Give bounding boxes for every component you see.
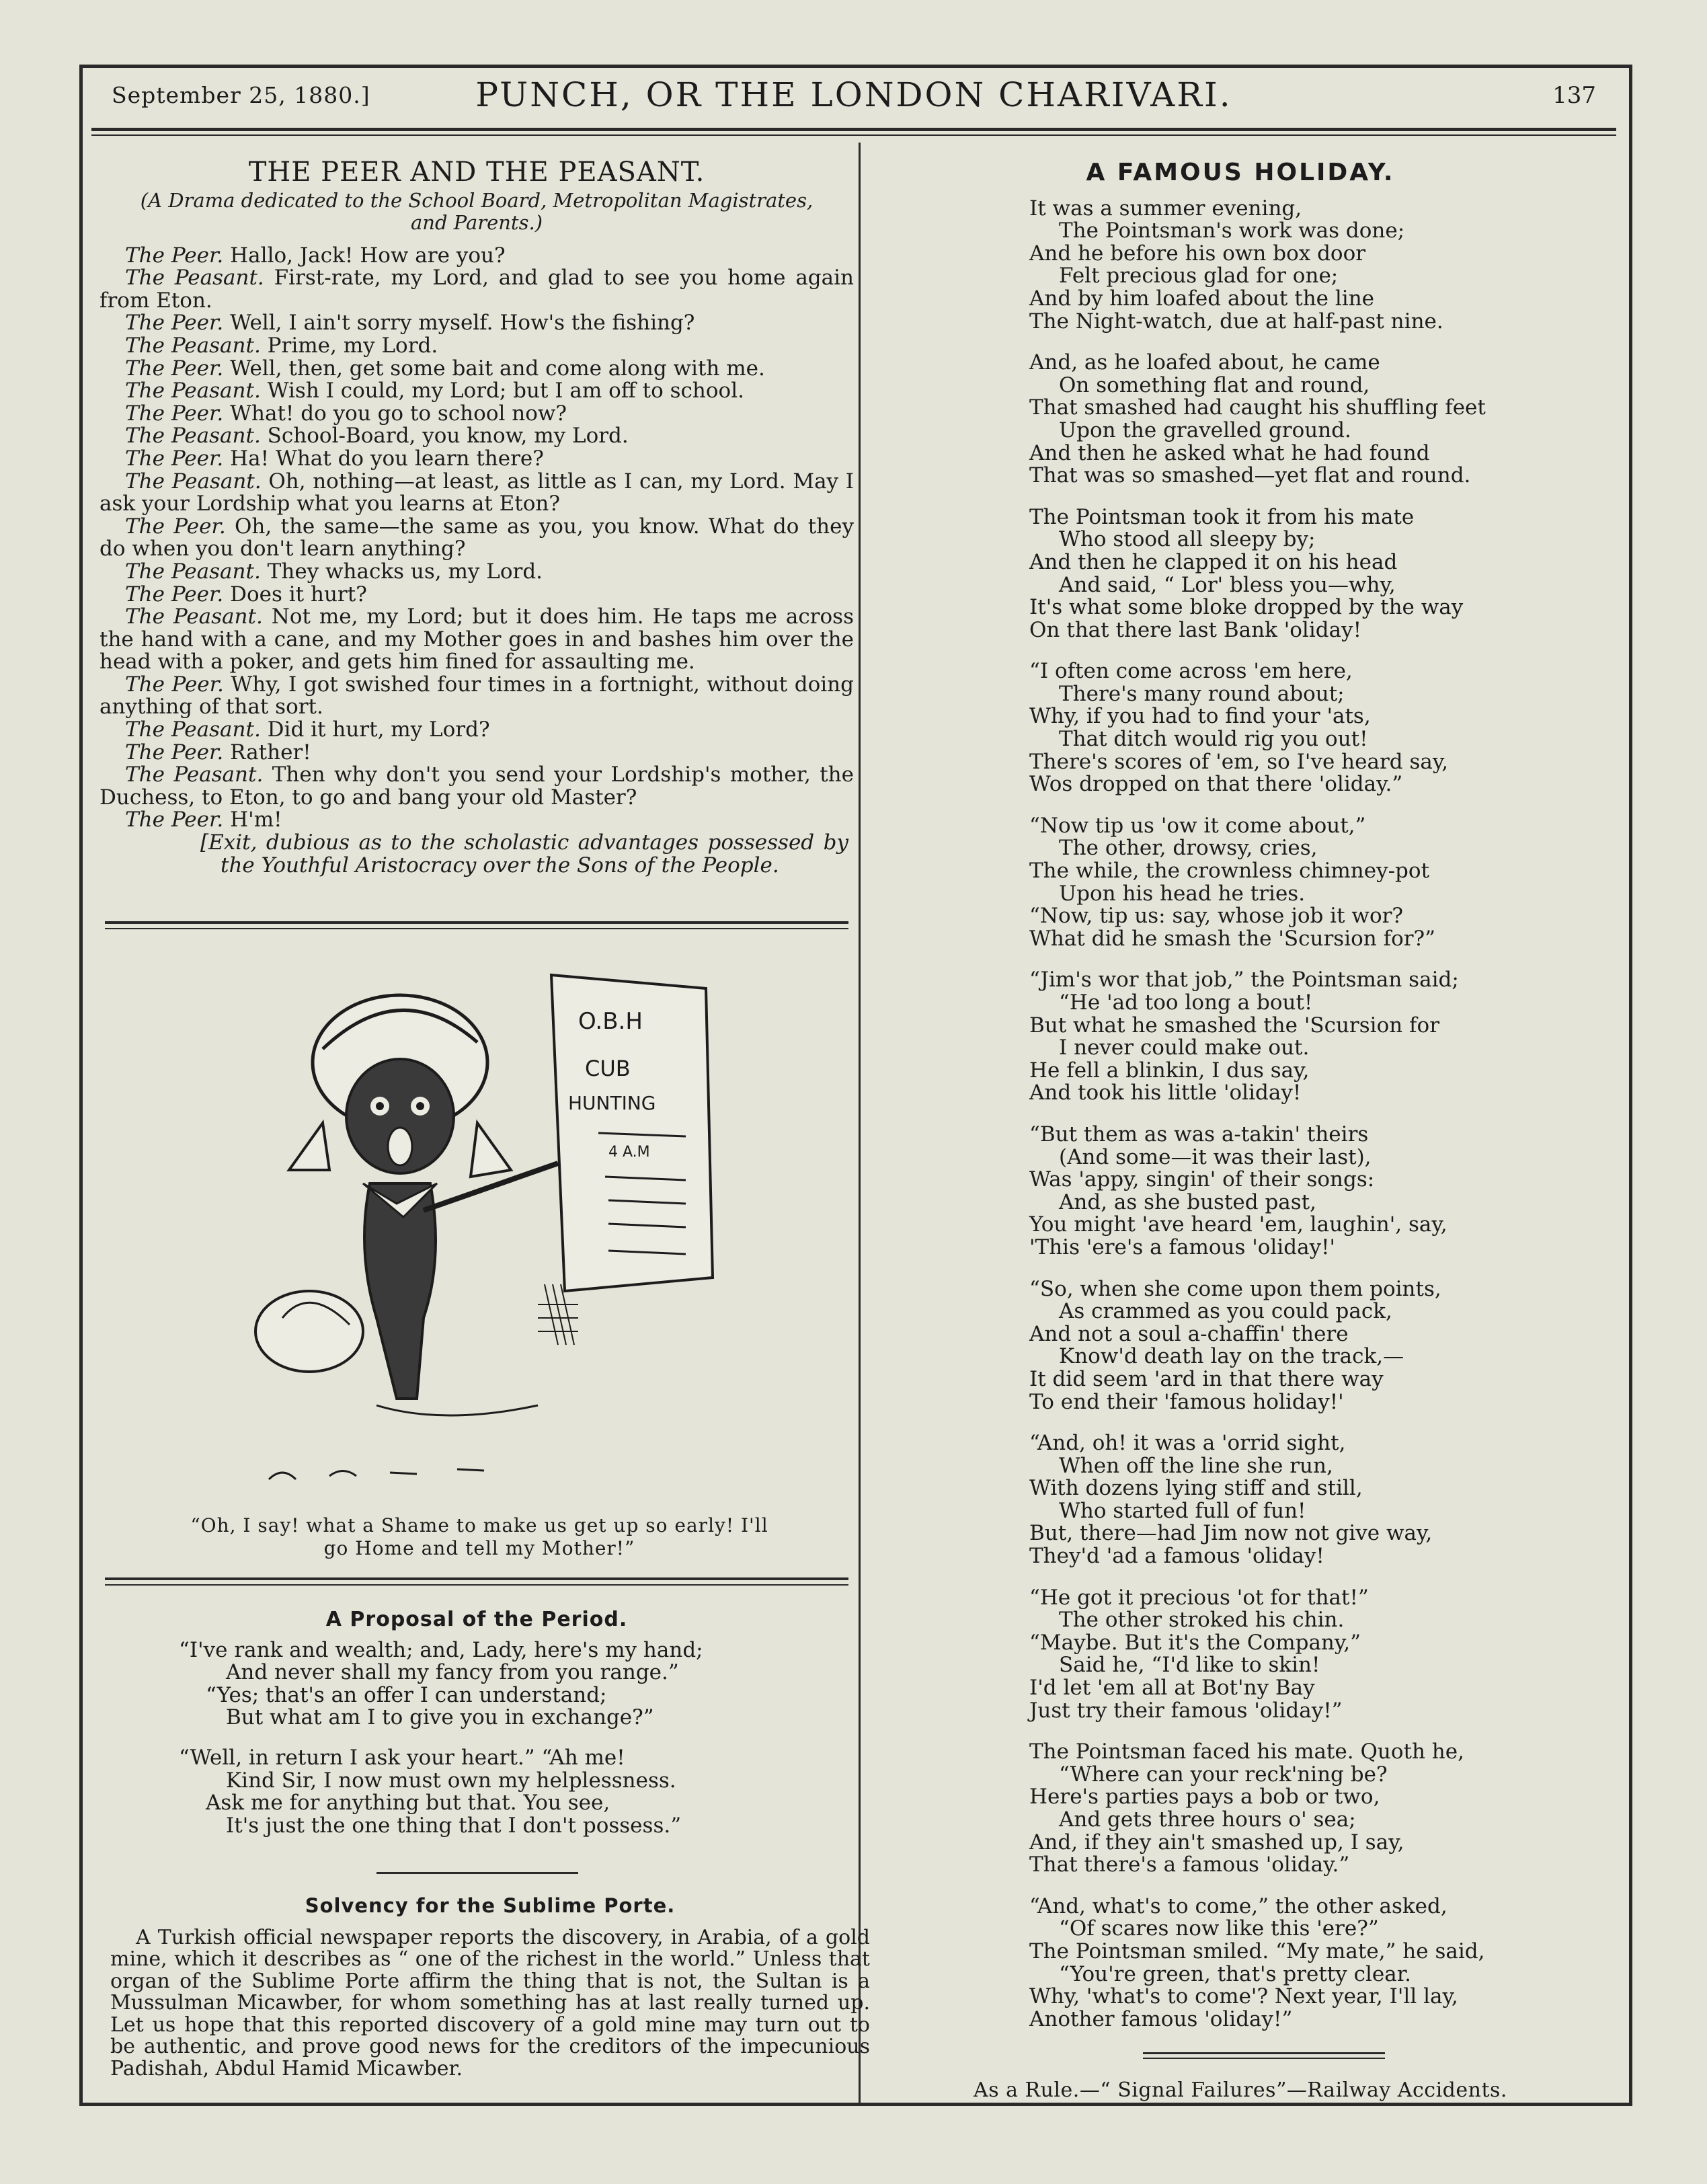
poem-line: “Maybe. But it's the Company,” — [1029, 1630, 1361, 1655]
poem-line: Why, 'what's to come'? Next year, I'll lay, — [1029, 1984, 1458, 2009]
poem-line: He fell a blinkin, I dus say, — [1029, 1058, 1310, 1083]
poem-line: Know'd death lay on the track,— — [1059, 1344, 1404, 1369]
poem-line: It's what some bloke dropped by the way — [1029, 595, 1464, 620]
dialogue-line — [100, 267, 854, 312]
dialogue-line — [100, 245, 854, 268]
famous-holiday-title: A FAMOUS HOLIDAY. — [1086, 159, 1395, 186]
poem-line: With dozens lying stiff and still, — [1029, 1476, 1363, 1501]
poem-line: But, there—had Jim now not give way, — [1029, 1521, 1433, 1546]
cartoon-caption-line1: “Oh, I say! what a Shame to make us get up so early! I'll — [190, 1514, 768, 1536]
dialogue-speaker: The Peasant. — [125, 379, 261, 403]
solvency-title: Solvency for the Sublime Porte. — [305, 1894, 676, 1917]
poem-line: “He 'ad too long a bout! — [1059, 990, 1313, 1015]
sign-text-hunting: HUNTING — [568, 1092, 656, 1114]
proposal-article — [100, 1608, 854, 1837]
holiday-stanza — [1029, 506, 1610, 642]
column-divider — [859, 143, 861, 2106]
dialogue-speaker: The Peer. — [125, 243, 224, 268]
dialogue-text: What! do you go to school now? — [230, 401, 567, 426]
poem-line: They'd 'ad a famous 'oliday! — [1029, 1544, 1324, 1569]
holiday-stanza — [1029, 1432, 1610, 1568]
proposal-title: A Proposal of the Period. — [325, 1608, 628, 1631]
proposal-stanza-2 — [100, 1747, 854, 1837]
poem-line: Ask me for anything but that. You see, — [206, 1791, 610, 1816]
poem-line: Felt precious glad for one; — [1059, 264, 1339, 288]
cub-hunting-cartoon — [242, 968, 726, 1499]
dialogue-line — [100, 674, 854, 719]
page-header — [87, 73, 1620, 124]
dialogue-text: Well, I ain't sorry myself. How's the fishing? — [230, 311, 695, 336]
dialogue-line — [100, 719, 854, 742]
poem-line: There's scores of 'em, so I've heard say, — [1029, 749, 1449, 774]
poem-line: (And some—it was their last), — [1059, 1144, 1372, 1169]
holiday-stanza — [1029, 1896, 1610, 2031]
holiday-stanza — [1029, 1124, 1610, 1259]
dialogue-text: School-Board, you know, my Lord. — [267, 424, 629, 448]
poem-line: That was so smashed—yet flat and round. — [1029, 463, 1471, 488]
poem-line: To end their 'famous holiday!' — [1029, 1389, 1344, 1414]
dialogue-speaker: The Peasant. — [125, 333, 261, 358]
poem-line: Another famous 'oliday!” — [1029, 2006, 1293, 2031]
cartoon-caption — [100, 1514, 859, 1560]
sign-text-obh: O.B.H — [578, 1008, 643, 1035]
poem-line: And gets three hours o' sea; — [1059, 1807, 1356, 1832]
poem-line: “And, what's to come,” the other asked, — [1029, 1894, 1447, 1918]
poem-line: But what he smashed the 'Scursion for — [1029, 1013, 1440, 1038]
poem-line: Just try their famous 'oliday!” — [1029, 1698, 1343, 1723]
dialogue-line — [100, 606, 854, 674]
dialogue-text: Ha! What do you learn there? — [230, 446, 544, 471]
poem-line: “I've rank and wealth; and, Lady, here's my hand; — [179, 1637, 703, 1662]
cartoon-caption-line2: go Home and tell my Mother!” — [323, 1537, 635, 1559]
dialogue-line — [100, 425, 854, 448]
proposal-stanza-1 — [100, 1639, 854, 1729]
drama-rule-thin — [105, 928, 848, 929]
dialogue-line — [100, 764, 854, 809]
poem-line: “But them as was a-takin' theirs — [1029, 1122, 1369, 1146]
dialogue-line — [100, 584, 854, 607]
poem-line: Upon his head he tries. — [1059, 881, 1306, 906]
poem-line: Here's parties pays a bob or two, — [1029, 1785, 1380, 1809]
dialogue-line — [100, 448, 854, 471]
drama-rule — [105, 921, 848, 924]
dialogue-text: H'm! — [230, 808, 282, 832]
dialogue-speaker: The Peasant. — [125, 469, 262, 494]
header-rule-thin — [91, 134, 1616, 136]
poem-line: And, as she busted past, — [1059, 1190, 1316, 1214]
holiday-stanza — [1029, 660, 1610, 796]
poem-line: I never could make out. — [1059, 1036, 1310, 1060]
poem-line: The other stroked his chin. — [1059, 1608, 1345, 1633]
poem-line: Said he, “I'd like to skin! — [1059, 1653, 1320, 1678]
dialogue-text: Does it hurt? — [230, 582, 367, 607]
poem-line: The Pointsman faced his mate. Quoth he, — [1029, 1740, 1464, 1764]
dialogue-line — [100, 403, 854, 426]
dialogue-speaker: The Peer. — [125, 672, 224, 697]
holiday-stanza — [1029, 198, 1610, 334]
dialogue-speaker: The Peer. — [125, 356, 224, 381]
dialogue-text: Wish I could, my Lord; but I am off to school. — [267, 379, 744, 403]
poem-line: 'This 'ere's a famous 'oliday!' — [1029, 1235, 1336, 1259]
poem-line: “I often come across 'em here, — [1029, 659, 1353, 684]
poem-line: “He got it precious 'ot for that!” — [1029, 1585, 1369, 1610]
poem-line: There's many round about; — [1059, 681, 1345, 706]
poem-line: “You're green, that's pretty clear. — [1059, 1961, 1411, 1986]
header-page-number: 137 — [1552, 82, 1596, 109]
holiday-stanza — [1029, 352, 1610, 488]
dialogue-line — [100, 358, 854, 381]
poem-line: The Pointsman's work was done; — [1059, 219, 1405, 243]
poem-line: And he before his own box door — [1029, 241, 1366, 266]
dialogue-text: Oh, nothing—at least, as little as I can, my Lord. May I ask your Lordship what you learns at Eton? — [100, 469, 854, 516]
dialogue-text: Why, I got swished four times in a fortnight, without doing anything of that sort. — [100, 672, 854, 719]
poem-line: The Pointsman smiled. “My mate,” he said, — [1029, 1939, 1485, 1963]
dialogue-text: Prime, my Lord. — [267, 333, 438, 358]
poem-line: “Well, in return I ask your heart.” “Ah me! — [179, 1745, 625, 1770]
poem-line: When off the line she run, — [1059, 1453, 1333, 1478]
poem-line: The while, the crownless chimney-pot — [1029, 859, 1430, 884]
poem-line: But what am I to give you in exchange?” — [226, 1705, 654, 1730]
holiday-stanza — [1029, 1741, 1610, 1877]
poem-line: That ditch would rig you out! — [1059, 727, 1368, 752]
dialogue-speaker: The Peasant. — [125, 717, 261, 742]
header-rule — [91, 128, 1616, 131]
sign-text-cub: CUB — [585, 1056, 631, 1081]
header-title: PUNCH, OR THE LONDON CHARIVARI. — [475, 75, 1232, 114]
dialogue-line — [100, 516, 854, 561]
dialogue-speaker: The Peer. — [125, 446, 224, 471]
poem-line: And by him loafed about the line — [1029, 286, 1374, 311]
famous-holiday-article — [871, 161, 1610, 2050]
holiday-stanza — [1029, 969, 1610, 1105]
poem-line: Kind Sir, I now must own my helplessness. — [226, 1768, 676, 1793]
poem-line: And then he clapped it on his head — [1029, 549, 1398, 574]
poem-line: And took his little 'oliday! — [1029, 1081, 1302, 1105]
dialogue-speaker: The Peer. — [125, 401, 224, 426]
dialogue — [100, 245, 854, 832]
rule-note — [871, 2079, 1610, 2102]
solvency-body: A Turkish official newspaper reports the discovery, in Arabia, of a gold mine, which it describes as “ one of the richest in the world.” Unless that organ of the Sublime Porte affirm the thing that is not, the Sultan is a Mussulman Micawber, for whom something has at last really turned up. Let us hope that this reported discovery of a gold mine may turn out to be authentic, and prove good news for the creditors of the impecunious Padishah, Abdul Hamid Micawber. — [110, 1925, 870, 2080]
dialogue-speaker: The Peer. — [125, 582, 224, 607]
poem-line: Who started full of fun! — [1059, 1498, 1306, 1523]
holiday-stanza — [1029, 1278, 1610, 1414]
dialogue-speaker: The Peer. — [125, 514, 226, 539]
holiday-stanza — [1029, 1587, 1610, 1723]
dialogue-speaker: The Peasant. — [125, 424, 261, 448]
dialogue-text: Well, then, get some bait and come along with me. — [230, 356, 765, 381]
poem-line: Was 'appy, singin' of their songs: — [1029, 1167, 1375, 1192]
dialogue-text: Then why don't you send your Lordship's mother, the Duchess, to Eton, to go and bang your old Master? — [100, 763, 854, 810]
poem-line: Upon the gravelled ground. — [1059, 418, 1351, 442]
header-date: September 25, 1880.] — [112, 82, 370, 108]
holiday-rule-thin — [1143, 2058, 1385, 2059]
poem-line: It was a summer evening, — [1029, 196, 1302, 221]
dialogue-line — [100, 312, 854, 335]
dialogue-speaker: The Peer. — [125, 311, 224, 336]
dialogue-speaker: The Peer. — [125, 740, 224, 765]
dialogue-text: Hallo, Jack! How are you? — [230, 243, 506, 268]
poem-line: And, if they ain't smashed up, I say, — [1029, 1830, 1404, 1855]
dialogue-text: Oh, the same—the same as you, you know. What do they do when you don't learn anything? — [100, 514, 854, 561]
poem-line: You might 'ave heard 'em, laughin', say, — [1029, 1212, 1447, 1237]
poem-line: It did seem 'ard in that there way — [1029, 1366, 1384, 1391]
holiday-stanza — [1029, 815, 1610, 951]
dialogue-line — [100, 742, 854, 765]
poem-line: On that there last Bank 'oliday! — [1029, 617, 1362, 642]
poem-line: And said, “ Lor' bless you—why, — [1059, 572, 1396, 597]
poem-line: The Pointsman took it from his mate — [1029, 504, 1415, 529]
dialogue-text: They whacks us, my Lord. — [267, 559, 543, 584]
peer-peasant-title: THE PEER AND THE PEASANT. — [248, 157, 705, 188]
poem-line: “And, oh! it was a 'orrid sight, — [1029, 1431, 1346, 1456]
rule-note-text: As a Rule.—“ Signal Failures”—Railway Accidents. — [974, 2078, 1507, 2102]
poem-line: I'd let 'em all at Bot'ny Bay — [1029, 1676, 1315, 1701]
poem-line: Who stood all sleepy by; — [1059, 527, 1316, 552]
proposal-rule — [376, 1872, 578, 1874]
dialogue-text: Not me, my Lord; but it does him. He taps me across the hand with a cane, and my Mother goes in and bashes him over the head with a poker, and gets him fined for assaulting me. — [100, 604, 854, 674]
poem-line: And not a soul a-chaffin' there — [1029, 1321, 1349, 1346]
poem-line: “Now, tip us: say, whose job it wor? — [1029, 904, 1404, 929]
poem-line: And, as he loafed about, he came — [1029, 350, 1380, 375]
dialogue-speaker: The Peer. — [125, 808, 224, 832]
poem-line: What did he smash the 'Scursion for?” — [1029, 926, 1436, 951]
poem-line: The other, drowsy, cries, — [1059, 836, 1318, 861]
dialogue-text: Did it hurt, my Lord? — [267, 717, 490, 742]
poem-line: “Jim's wor that job,” the Pointsman said; — [1029, 968, 1459, 992]
poem-line: “Of scares now like this 'ere?” — [1059, 1916, 1379, 1941]
poem-line: On something flat and round, — [1059, 373, 1370, 397]
dialogue-line — [100, 380, 854, 403]
poem-line: And then he asked what he had found — [1029, 440, 1430, 465]
peer-peasant-exit: [Exit, dubious as to the scholastic advantages possessed by the Youthful Aristocracy over the Sons of the People. — [200, 830, 848, 878]
dialogue-text: Rather! — [230, 740, 311, 765]
dialogue-text: First-rate, my Lord, and glad to see you home again from Eton. — [100, 266, 855, 313]
dialogue-line — [100, 335, 854, 358]
peer-peasant-article — [100, 157, 855, 878]
holiday-rule — [1143, 2052, 1385, 2054]
dialogue-line — [100, 471, 854, 516]
poem-line: “Where can your reck'ning be? — [1059, 1762, 1388, 1787]
dialogue-speaker: The Peasant. — [125, 266, 264, 290]
dialogue-line — [100, 809, 854, 832]
dialogue-speaker: The Peasant. — [125, 559, 261, 584]
poem-line: The Night-watch, due at half-past nine. — [1029, 309, 1443, 334]
poem-line: “So, when she come upon them points, — [1029, 1276, 1441, 1301]
cartoon-rule — [105, 1577, 848, 1580]
poem-line: Why, if you had to find your 'ats, — [1029, 704, 1371, 729]
peer-peasant-dedication: (A Drama dedicated to the School Board, Metropolitan Magistrates, and Parents.) — [140, 188, 813, 234]
solvency-article — [110, 1895, 870, 2080]
cartoon-rule-thin — [105, 1584, 848, 1586]
poem-line: That there's a famous 'oliday.” — [1029, 1852, 1350, 1877]
dialogue-speaker: The Peasant. — [125, 604, 263, 629]
dialogue-line — [100, 561, 854, 584]
poem-line: And never shall my fancy from you range.” — [226, 1660, 679, 1685]
poem-line: That smashed had caught his shuffling feet — [1029, 395, 1486, 420]
poem-line: Wos dropped on that there 'oliday.” — [1029, 772, 1403, 797]
poem-line: “Now tip us 'ow it come about,” — [1029, 813, 1366, 838]
dialogue-speaker: The Peasant. — [125, 763, 264, 787]
holiday-stanzas — [871, 198, 1610, 2031]
sign-text-time: 4 A.M — [608, 1144, 650, 1161]
poem-line: “Yes; that's an offer I can understand; — [206, 1682, 607, 1707]
poem-line: As crammed as you could pack, — [1059, 1299, 1392, 1324]
poem-line: It's just the one thing that I don't possess.” — [226, 1813, 682, 1838]
